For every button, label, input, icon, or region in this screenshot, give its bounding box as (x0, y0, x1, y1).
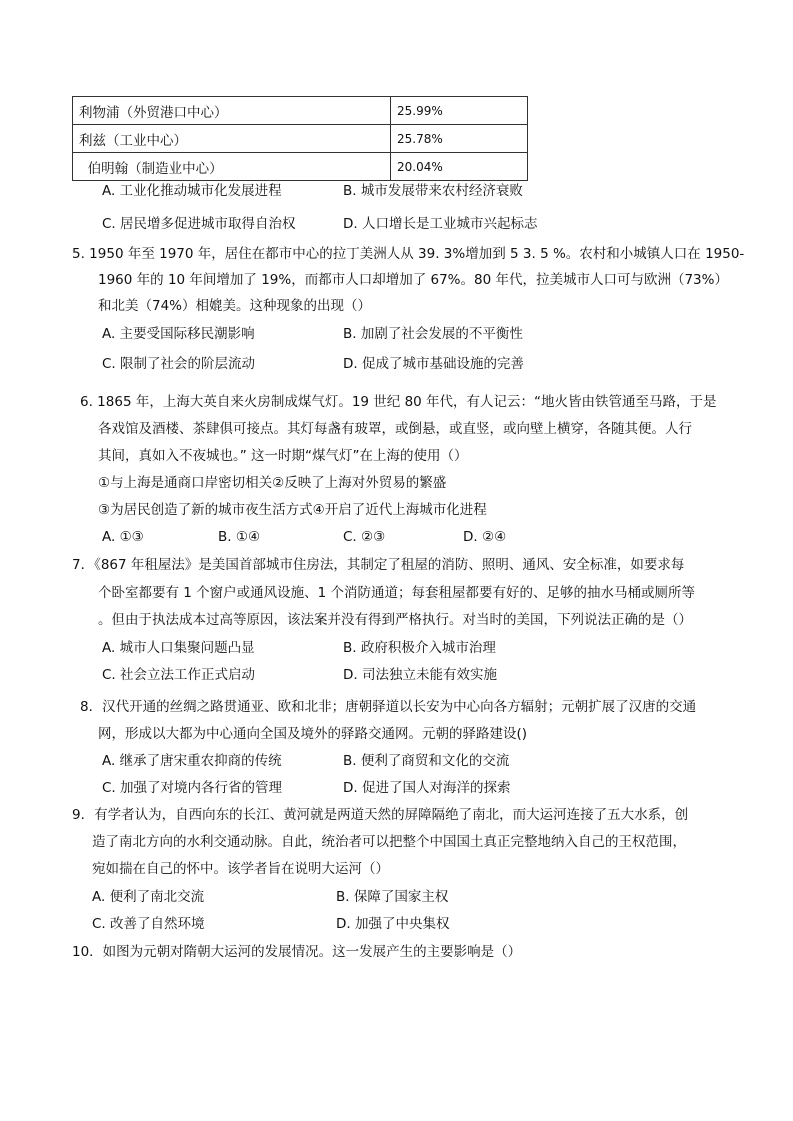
table-cell-percent: 25.78% (391, 125, 528, 153)
q8-option-a: A. 继承了唐宋重农抑商的传统 (102, 753, 282, 769)
q7-option-c: C. 社会立法工作正式启动 (102, 667, 256, 683)
table-row (73, 125, 528, 153)
q9-stem-line2: 造了南北方向的水利交通动脉。自此，统治者可以把整个中国国土真正完整地纳入自己的王权范围， (92, 834, 686, 850)
q6-option-b: B. ①④ (218, 529, 261, 545)
q9-option-d: D. 加强了中央集权 (336, 916, 450, 932)
table-row (73, 97, 528, 125)
q7-stem-line3: 。但由于执法成本过高等原因，该法案并没有得到严格执行。对当时的美国，下列说法正确的是（） (98, 612, 692, 628)
city-population-table (72, 96, 528, 181)
q10-stem-line1: 10．如图为元朝对隋朝大运河的发展情况。这一发展产生的主要影响是（） (72, 944, 522, 960)
q7-option-a: A. 城市人口集聚问题凸显 (102, 640, 255, 656)
q7-option-d: D. 司法独立未能有效实施 (343, 667, 497, 683)
q6-stem-line1: 6. 1865 年，上海大英自来火房制成煤气灯。19 世纪 80 年代，有人记云：“地火皆由铁管通至马路，于是 (80, 394, 717, 410)
q5-stem-line2: 1960 年的 10 年间增加了 19%，而都市人口却增加了 67%。80 年代，拉美城市人口可与欧洲（73%） (98, 272, 728, 288)
q5-stem-line1: 5. 1950 年至 1970 年，居住在都市中心的拉丁美洲人从 39. 3%增加到 5 3. 5 %。农村和小城镇人口在 1950- (72, 246, 745, 262)
q8-stem-line1: 8．汉代开通的丝绸之路贯通亚、欧和北非；唐朝驿道以长安为中心向各方辐射；元朝扩展了汉唐的交通 (80, 699, 697, 715)
q9-option-c: C. 改善了自然环境 (92, 916, 205, 932)
q7-stem-line1: 7．《867 年租屋法》是美国首部城市住房法，其制定了租屋的消防、照明、通风、安全标准，如要求每 (72, 557, 685, 573)
q7-stem-line2: 个卧室都要有 1 个窗户或通风设施、1 个消防通道；每套租屋都要有好的、足够的抽水马桶或厕所等 (98, 585, 696, 601)
q6-statement-2: ③为居民创造了新的城市夜生活方式④开启了近代上海城市化进程 (98, 502, 487, 518)
q5-option-d: D. 促成了城市基础设施的完善 (343, 356, 524, 372)
q9-stem-line1: 9．有学者认为，自西向东的长江、黄河就是两道天然的屏障隔绝了南北，而大运河连接了五大水系，创 (72, 807, 689, 823)
q6-option-c: C. ②③ (343, 529, 386, 545)
q4-option-a: A. 工业化推动城市化发展进程 (102, 183, 282, 199)
q6-option-d: D. ②④ (463, 529, 507, 545)
q9-option-b: B. 保障了国家主权 (336, 889, 449, 905)
table-cell-percent: 25.99% (391, 97, 528, 125)
q6-stem-line2: 各戏馆及酒楼、茶肆俱可接点。其灯每盏有玻罩，或倒悬，或直竖，或向壁上横穿，各随其便。人行 (98, 421, 692, 437)
q4-option-d: D. 人口增长是工业城市兴起标志 (343, 216, 538, 232)
table-cell-percent: 20.04% (391, 153, 528, 181)
q6-statement-1: ①与上海是通商口岸密切相关②反映了上海对外贸易的繁盛 (98, 475, 447, 491)
q8-stem-line2: 网，形成以大都为中心通向全国及境外的驿路交通网。元朝的驿路建设() (98, 726, 528, 742)
q5-stem-line3: 和北美（74%）相媲美。这种现象的出现（） (98, 298, 372, 314)
q5-option-c: C. 限制了社会的阶层流动 (102, 356, 256, 372)
q9-stem-line3: 宛如揣在自己的怀中。该学者旨在说明大运河（） (92, 861, 389, 877)
q7-option-b: B. 政府积极介入城市治理 (343, 640, 496, 656)
table-cell-city: 利物浦（外贸港口中心） (73, 97, 391, 125)
table-cell-city: 利兹（工业中心） (73, 125, 391, 153)
q4-option-b: B. 城市发展带来农村经济衰败 (343, 183, 523, 199)
q5-option-a: A. 主要受国际移民潮影响 (102, 326, 255, 342)
q9-option-a: A. 便利了南北交流 (92, 889, 205, 905)
q6-option-a: A. ①③ (102, 529, 144, 545)
q5-option-b: B. 加剧了社会发展的不平衡性 (343, 326, 523, 342)
q8-option-d: D. 促进了国人对海洋的探索 (343, 780, 511, 796)
q6-stem-line3: 其间，真如入不夜城也。” 这一时期“煤气灯”在上海的使用（） (98, 448, 468, 464)
q4-option-c: C. 居民增多促进城市取得自治权 (102, 216, 296, 232)
q8-option-b: B. 便利了商贸和文化的交流 (343, 753, 510, 769)
table-row (73, 153, 528, 181)
table-cell-city: 伯明翰（制造业中心） (73, 153, 391, 181)
q8-option-c: C. 加强了对境内各行省的管理 (102, 780, 283, 796)
